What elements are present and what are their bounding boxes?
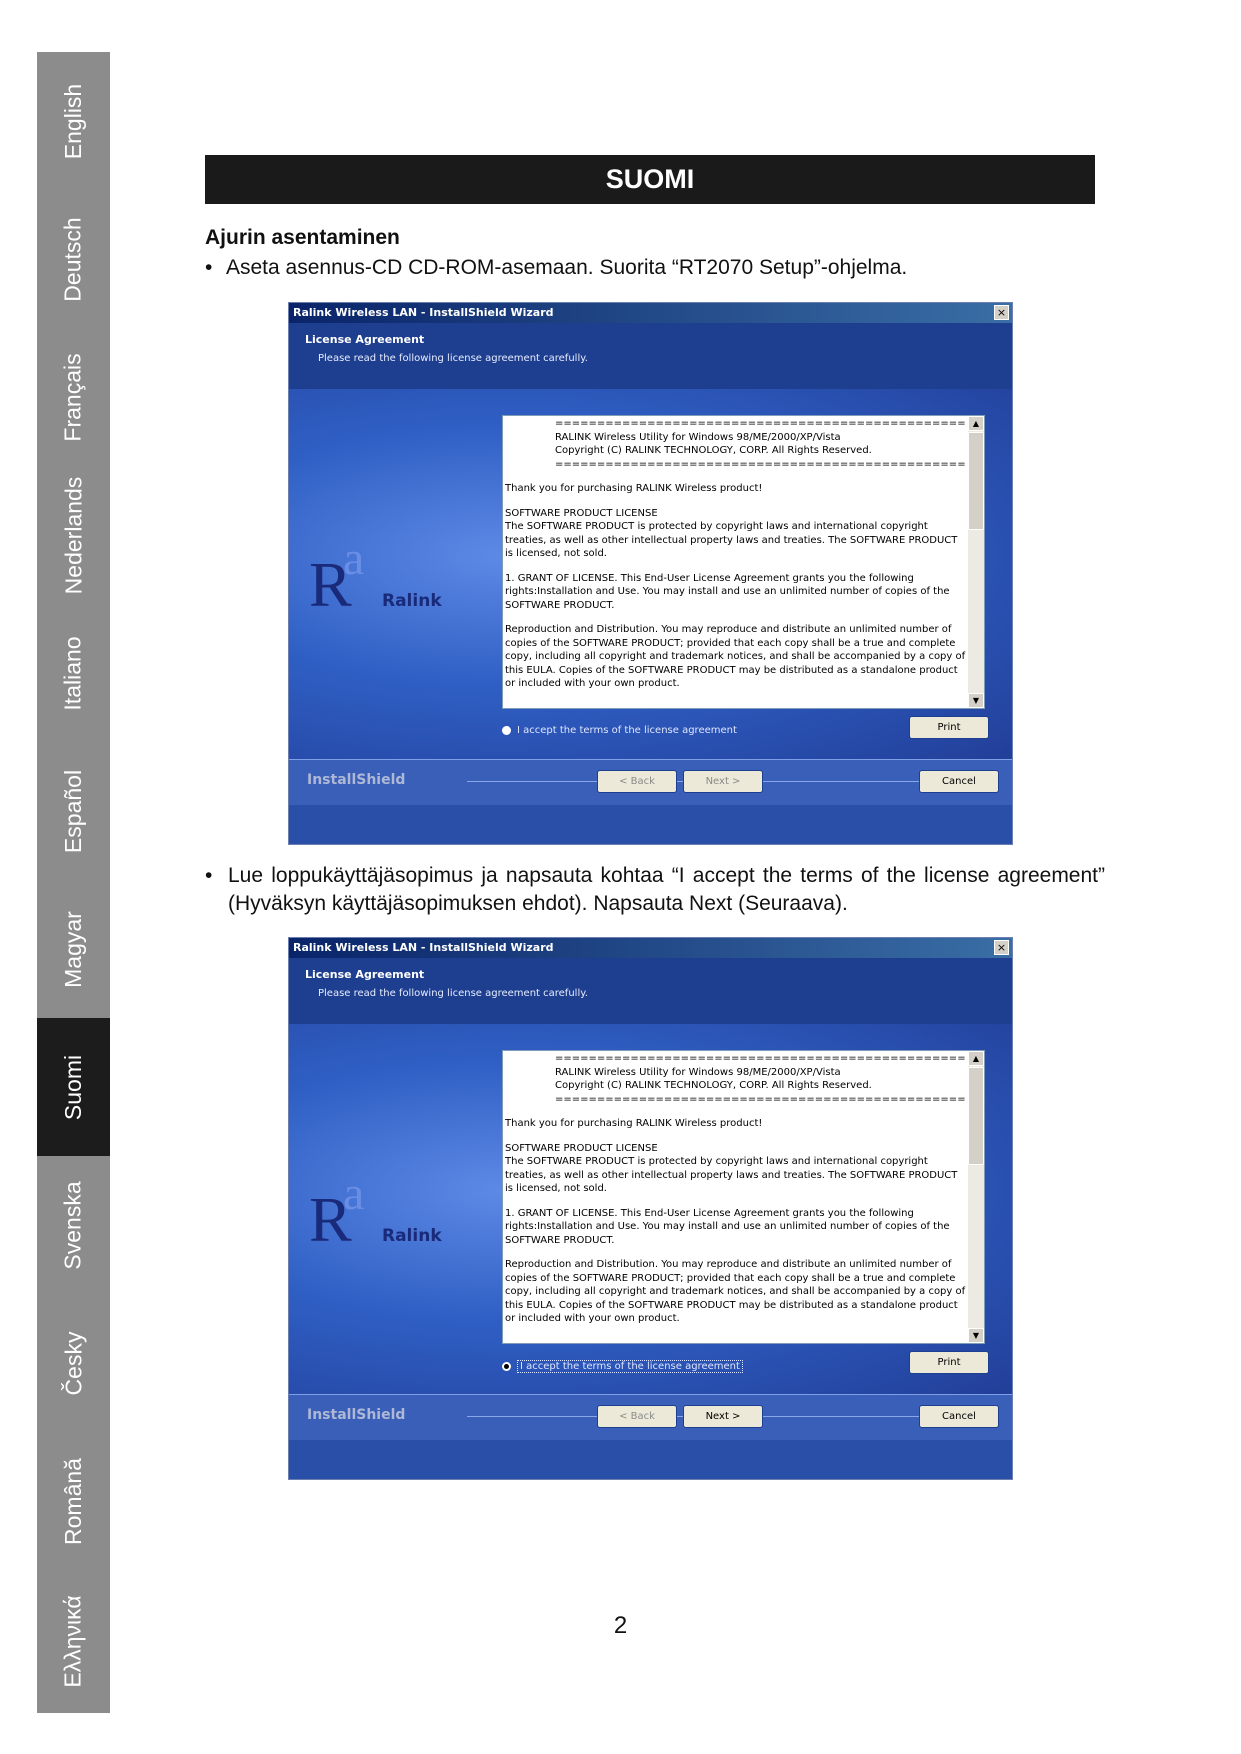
- lang-label: Nederlands: [60, 476, 87, 594]
- lang-tab-cesky[interactable]: [37, 1294, 110, 1432]
- lang-label: Français: [60, 352, 87, 442]
- cancel-button[interactable]: Cancel: [919, 770, 999, 793]
- scroll-up-icon[interactable]: ▲: [968, 1051, 984, 1066]
- license-line: =================================================: [555, 1053, 966, 1064]
- close-icon[interactable]: ×: [994, 940, 1009, 955]
- accept-radio[interactable]: [502, 1362, 511, 1371]
- license-text: [505, 1052, 965, 1326]
- license-line: or included with your own product.: [505, 678, 680, 689]
- wizard-header: [289, 323, 1012, 389]
- print-button[interactable]: Print: [909, 716, 989, 739]
- scrollbar[interactable]: [968, 416, 984, 708]
- scroll-down-icon[interactable]: ▼: [968, 693, 984, 708]
- back-button[interactable]: < Back: [597, 1405, 677, 1428]
- scroll-down-icon[interactable]: ▼: [968, 1328, 984, 1343]
- scroll-thumb[interactable]: [968, 432, 984, 530]
- cancel-button[interactable]: Cancel: [919, 1405, 999, 1428]
- license-line: treaties, as well as other intellectual property laws and treaties. The SOFTWARE PRODUCT: [505, 534, 958, 546]
- scrollbar[interactable]: [968, 1051, 984, 1343]
- accept-radio-option[interactable]: [502, 725, 737, 736]
- wizard-header-title: License Agreement: [305, 968, 425, 981]
- page-number: 2: [613, 1612, 628, 1639]
- installshield-wizard-screenshot: [288, 302, 1013, 845]
- license-line: is licensed, not sold.: [505, 548, 607, 559]
- bullet-text: Lue loppukäyttäjäsopimus ja napsauta kohtaa “I accept the terms of the license agreement” (Hyväksyn käyttäjäsopimuksen ehdot). Napsauta Next (Seuraava).: [228, 864, 1105, 915]
- license-line: Copyright (C) RALINK TECHNOLOGY, CORP. All Rights Reserved.: [555, 445, 872, 456]
- wizard-header-title: License Agreement: [305, 333, 425, 346]
- license-line: copies of the SOFTWARE PRODUCT; provided that each copy shall be a true and complete: [505, 1272, 956, 1284]
- lang-label: Español: [60, 769, 86, 853]
- license-line: =================================================: [555, 418, 966, 429]
- section-title: SUOMI: [605, 164, 695, 194]
- installshield-brand: InstallShield: [307, 1407, 406, 1423]
- accept-label: I accept the terms of the license agreement: [517, 1360, 743, 1373]
- lang-tab-romana[interactable]: [37, 1432, 110, 1570]
- lang-tab-francais[interactable]: [37, 328, 110, 466]
- license-line: treaties, as well as other intellectual property laws and treaties. The SOFTWARE PRODUCT: [505, 1169, 958, 1181]
- accept-radio[interactable]: [502, 726, 511, 735]
- logo-text: Ralink: [382, 1226, 442, 1246]
- wizard-title: Ralink Wireless LAN - InstallShield Wizard: [289, 303, 1012, 323]
- lang-label: Italiano: [60, 635, 87, 711]
- lang-label: English: [60, 83, 86, 159]
- license-line: this EULA. Copies of the SOFTWARE PRODUCT may be distributed as a standalone product: [505, 1299, 958, 1311]
- scroll-up-icon[interactable]: ▲: [968, 416, 984, 431]
- installshield-wizard-screenshot: [288, 937, 1013, 1480]
- wizard-header-subtitle: Please read the following license agreement carefully.: [318, 988, 588, 999]
- license-line: Reproduction and Distribution. You may reproduce and distribute an unlimited number of: [505, 624, 952, 635]
- license-line: Thank you for purchasing RALINK Wireless product!: [505, 483, 763, 494]
- subheading: Ajurin asentaminen: [205, 226, 400, 249]
- lang-tab-suomi[interactable]: [37, 1018, 110, 1156]
- license-text: [505, 417, 965, 691]
- bullet-dot: •: [205, 864, 213, 887]
- logo-text: Ralink: [382, 591, 442, 611]
- scroll-thumb[interactable]: [968, 1067, 984, 1165]
- lang-label: Svenska: [60, 1180, 86, 1270]
- lang-tab-deutsch[interactable]: [37, 190, 110, 328]
- bullet-dot: •: [205, 256, 213, 279]
- license-line: copies of the SOFTWARE PRODUCT; provided that each copy shall be a true and complete: [505, 637, 956, 649]
- license-line: RALINK Wireless Utility for Windows 98/ME/2000/XP/Vista: [555, 431, 841, 443]
- lang-tab-ellinika[interactable]: [37, 1570, 110, 1713]
- license-line: =================================================: [555, 458, 966, 470]
- license-line: this EULA. Copies of the SOFTWARE PRODUCT may be distributed as a standalone product: [505, 664, 958, 676]
- license-text-box[interactable]: [502, 1050, 985, 1344]
- license-line: 1. GRANT OF LICENSE. This End-User License Agreement grants you the following: [505, 1207, 914, 1219]
- lang-label: Deutsch: [60, 216, 86, 302]
- installshield-brand: InstallShield: [307, 772, 406, 788]
- lang-label: Ελληνικά: [60, 1595, 87, 1688]
- license-line: copy, including all copyright and trademark notices, and shall be accompanied by a copy of: [505, 1286, 966, 1297]
- lang-label: Suomi: [59, 1054, 86, 1120]
- accept-label: I accept the terms of the license agreement: [517, 725, 737, 736]
- lang-tab-nederlands[interactable]: [37, 466, 110, 604]
- license-line: Thank you for purchasing RALINK Wireless product!: [505, 1118, 763, 1129]
- next-button[interactable]: Next >: [683, 770, 763, 793]
- next-button[interactable]: Next >: [683, 1405, 763, 1428]
- license-line: rights:Installation and Use. You may install and use an unlimited number of copies of the: [505, 586, 950, 597]
- wizard-footer: [289, 1394, 1012, 1480]
- wizard-footer: [289, 759, 1012, 845]
- lang-tab-espanol[interactable]: [37, 742, 110, 880]
- license-line: =================================================: [555, 1093, 966, 1105]
- wizard-body: [289, 1024, 1012, 1394]
- print-button[interactable]: Print: [909, 1351, 989, 1374]
- license-line: 1. GRANT OF LICENSE. This End-User License Agreement grants you the following: [505, 572, 914, 584]
- close-icon[interactable]: ×: [994, 305, 1009, 320]
- wizard-header: [289, 958, 1012, 1024]
- license-line: SOFTWARE PRODUCT LICENSE: [505, 507, 658, 519]
- license-line: rights:Installation and Use. You may install and use an unlimited number of copies of the: [505, 1221, 950, 1232]
- license-line: Reproduction and Distribution. You may reproduce and distribute an unlimited number of: [505, 1259, 952, 1270]
- lang-tab-svenska[interactable]: [37, 1156, 110, 1294]
- wizard-title: Ralink Wireless LAN - InstallShield Wizard: [289, 938, 1012, 958]
- lang-tab-italiano[interactable]: [37, 604, 110, 742]
- wizard-header-subtitle: Please read the following license agreement carefully.: [318, 353, 588, 364]
- accept-radio-option[interactable]: [502, 1360, 743, 1373]
- lang-label: Česky: [60, 1331, 86, 1395]
- license-line: The SOFTWARE PRODUCT is protected by copyright laws and international copyright: [505, 521, 928, 532]
- bullet-text: Aseta asennus-CD CD-ROM-asemaan. Suorita “RT2070 Setup”-ohjelma.: [226, 256, 908, 279]
- license-line: or included with your own product.: [505, 1313, 680, 1324]
- license-line: is licensed, not sold.: [505, 1183, 607, 1194]
- wizard-body: [289, 389, 1012, 759]
- ralink-logo: a R Ralink: [309, 1167, 442, 1255]
- license-text-box[interactable]: [502, 415, 985, 709]
- section-title-bar: [205, 155, 1095, 204]
- license-line: The SOFTWARE PRODUCT is protected by copyright laws and international copyright: [505, 1156, 928, 1167]
- license-line: copy, including all copyright and trademark notices, and shall be accompanied by a copy of: [505, 651, 966, 662]
- language-sidebar: [37, 52, 110, 1713]
- license-line: SOFTWARE PRODUCT LICENSE: [505, 1142, 658, 1154]
- lang-tab-magyar[interactable]: [37, 880, 110, 1018]
- lang-tab-english[interactable]: [37, 52, 110, 190]
- license-line: SOFTWARE PRODUCT.: [505, 1234, 615, 1246]
- lang-label: Română: [60, 1457, 86, 1545]
- license-line: SOFTWARE PRODUCT.: [505, 599, 615, 611]
- license-line: Copyright (C) RALINK TECHNOLOGY, CORP. All Rights Reserved.: [555, 1080, 872, 1091]
- back-button[interactable]: < Back: [597, 770, 677, 793]
- ralink-logo: a R Ralink: [309, 532, 442, 620]
- license-line: RALINK Wireless Utility for Windows 98/ME/2000/XP/Vista: [555, 1066, 841, 1078]
- lang-label: Magyar: [60, 910, 87, 988]
